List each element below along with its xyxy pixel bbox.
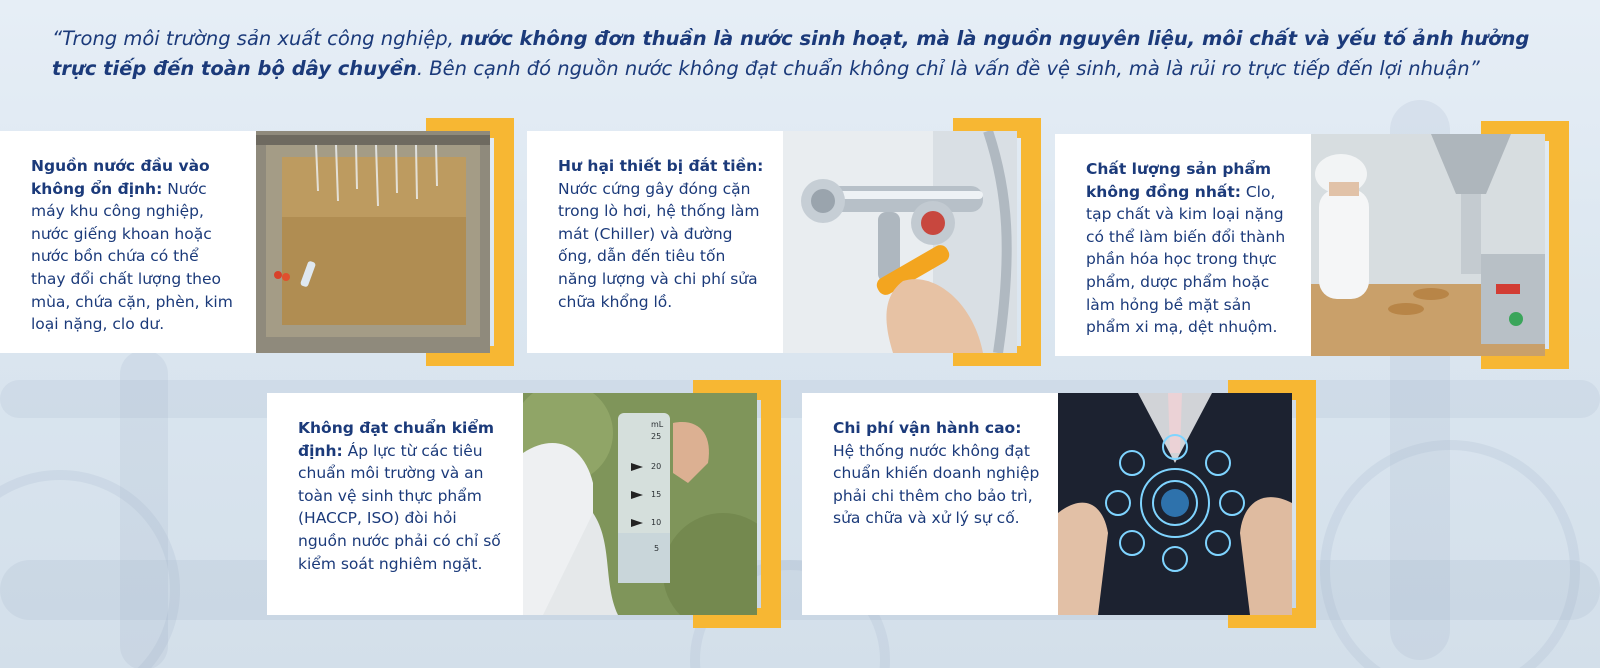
test-tube-photo <box>523 393 757 615</box>
card-text <box>1055 134 1313 356</box>
card-title: Hư hại thiết bị đắt tiền: <box>558 157 764 175</box>
card-text <box>0 131 258 353</box>
card-text <box>267 393 525 615</box>
faucet-repair-photo <box>783 131 1017 353</box>
card-body: Clo, tạp chất và kim loại nặng có thể làm biến đổi thành phần hóa học trong thực phẩm, dược phẩm hoặc làm hỏng bề mặt sản phẩm xi mạ, dệt nhuộm. <box>1086 182 1286 337</box>
card-body: Áp lực từ các tiêu chuẩn môi trường và an toàn vệ sinh thực phẩm (HACCP, ISO) đòi hỏi nguồn nước phải có chỉ số kiểm soát nghiêm ngặt. <box>298 441 501 573</box>
card-title: Nguồn nước đầu vào không ổn định: <box>31 157 210 198</box>
water-tank-photo <box>256 131 490 353</box>
svg-text:5: 5 <box>654 544 660 553</box>
card-text <box>527 131 785 353</box>
svg-text:10: 10 <box>651 518 662 527</box>
svg-text:15: 15 <box>651 490 662 499</box>
quote-emphasis: nước không đơn thuần là nước sinh hoạt, mà là nguồn nguyên liệu, môi chất và yếu tố ảnh hưởng trực tiếp đến toàn bộ dây chuyền <box>52 27 1530 80</box>
digital-gears-photo <box>1058 393 1292 615</box>
card-title: Không đạt chuẩn kiểm định: <box>298 419 495 460</box>
card-text <box>802 393 1060 615</box>
card-body: Nước máy khu công nghiệp, nước giếng khoan hoặc nước bồn chứa có thể thay đổi chất lượng theo mùa, chứa cặn, phèn, kim loại nặng, clo dư. <box>31 179 233 334</box>
food-production-photo <box>1311 134 1545 356</box>
svg-text:mL: mL <box>651 420 664 429</box>
svg-text:25: 25 <box>651 432 662 441</box>
card-body: Nước cứng gây đóng cặn trong lò hơi, hệ thống làm mát (Chiller) và đường ống, dẫn đến tiêu tốn năng lượng và chi phí sửa chữa khổng lồ. <box>558 179 760 311</box>
intro-quote: “Trong môi trường sản xuất công nghiệp, nước không đơn thuần là nước sinh hoạt, mà là nguồn nguyên liệu, môi chất và yếu tố ảnh hưởng trực tiếp đến toàn bộ dây chuyền. Bên cạnh đó nguồn nước không đạt chuẩn không chỉ là vấn đề vệ sinh, mà là rủi ro trực tiếp đến lợi nhuận” <box>52 27 1530 80</box>
card-title: Chi phí vận hành cao: <box>833 419 1022 437</box>
card-title: Chất lượng sản phẩm không đồng nhất: <box>1086 160 1272 201</box>
card-body: Hệ thống nước không đạt chuẩn khiến doanh nghiệp phải chi thêm cho bảo trì, sửa chữa và xử lý sự cố. <box>833 441 1040 528</box>
svg-text:20: 20 <box>651 462 662 471</box>
